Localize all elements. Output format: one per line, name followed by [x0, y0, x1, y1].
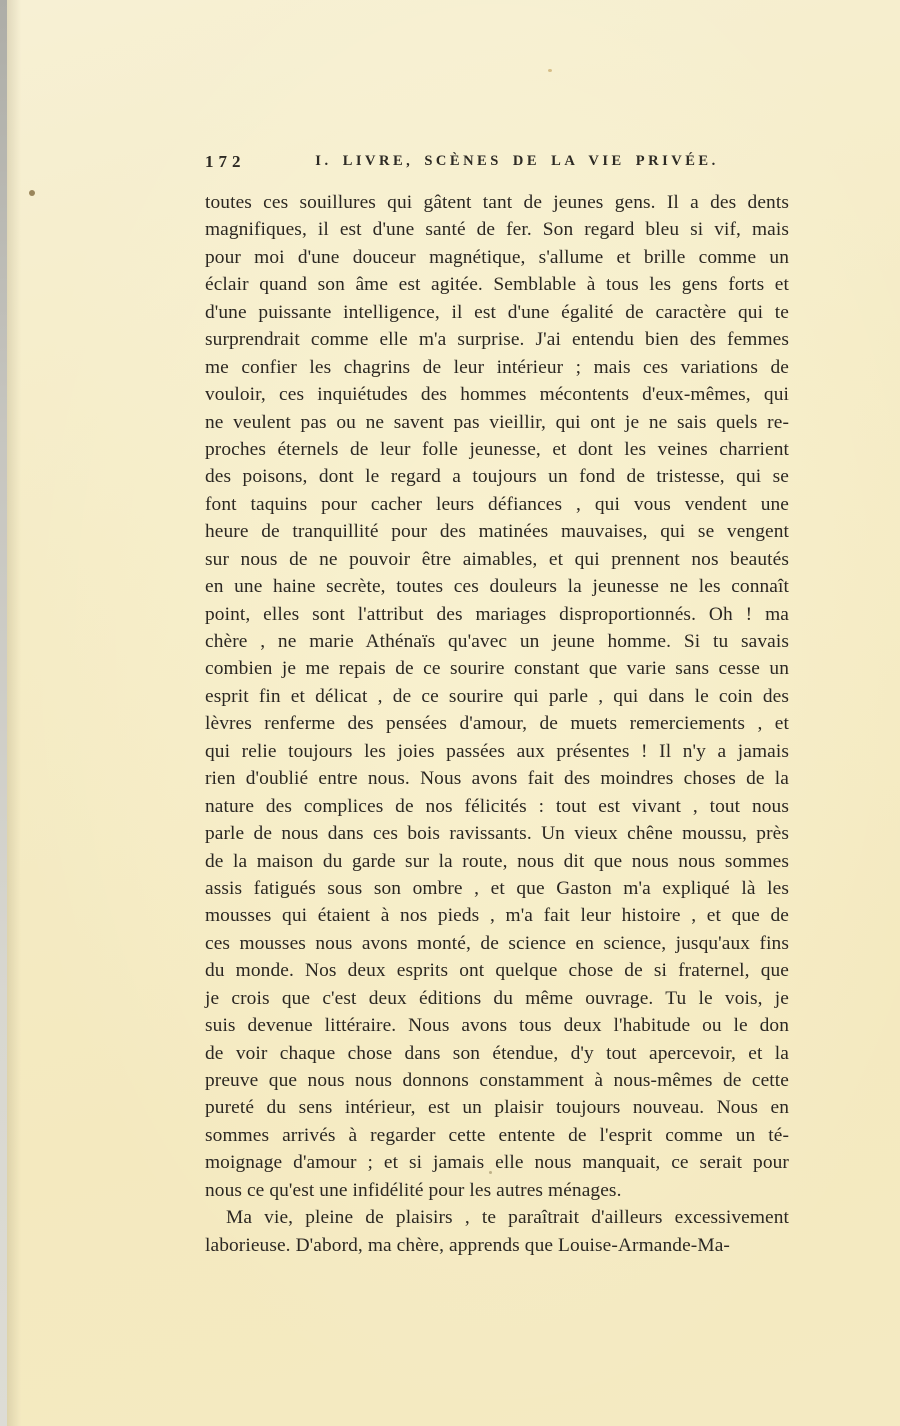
text-line: chère , ne marie Athénaïs qu'avec un jeune homme. Si tu savais: [205, 631, 789, 652]
text-line: je crois que c'est deux éditions du même ouvrage. Tu le vois, je: [205, 987, 789, 1009]
running-header-title: I. LIVRE, SCÈNES DE LA VIE PRIVÉE.: [315, 153, 719, 169]
text-line: en une haine secrète, toutes ces douleurs la jeunesse ne les connaît: [205, 576, 789, 598]
text-line: ces mousses nous avons monté, de science en science, jusqu'aux fins: [205, 932, 789, 954]
text-line: nature des complices de nos félicités : tout est vivant , tout nous: [205, 795, 789, 817]
text-line: combien je me repais de ce sourire constant que varie sans cesse un: [205, 658, 789, 680]
text-line: lèvres renferme des pensées d'amour, de muets remerciements , et: [205, 713, 789, 735]
text-line: d'une puissante intelligence, il est d'une égalité de caractère qui te: [205, 301, 789, 323]
text-line: magnifiques, il est d'une santé de fer. Son regard bleu si vif, mais: [205, 219, 789, 241]
text-line: proches éternels de leur folle jeunesse, et dont les veines charrient: [205, 438, 789, 460]
scanner-edge-strip: [0, 0, 7, 1426]
text-line: surprendrait comme elle m'a surprise. J'ai entendu bien des femmes: [205, 329, 789, 351]
text-line: font taquins pour cacher leurs défiances , qui vous vendent une: [205, 493, 789, 515]
text-line: suis devenue littéraire. Nous avons tous deux l'habitude ou le don: [205, 1015, 789, 1037]
text-line: nous ce qu'est une infidélité pour les autres ménages.: [205, 1179, 622, 1201]
text-line: pureté du sens intérieur, est un plaisir toujours nouveau. Nous en: [205, 1097, 789, 1119]
text-line: heure de tranquillité pour des matinées mauvaises, qui se vengent: [205, 521, 789, 543]
paragraph: [205, 1204, 789, 1259]
text-line: point, elles sont l'attribut des mariages disproportionnés. Oh ! ma: [205, 603, 789, 625]
paper-speck: [548, 69, 552, 72]
text-line: sur nous de ne pouvoir être aimables, et qui prennent nos beautés: [205, 548, 789, 570]
text-line: esprit fin et délicat , de ce sourire qui parle , qui dans le coin des: [205, 685, 789, 707]
text-line: rien d'oublié entre nous. Nous avons fait des moindres choses de la: [205, 768, 789, 790]
text-line: preuve que nous nous donnons constamment à nous-mêmes de cette: [205, 1070, 789, 1091]
text-line: de voir chaque chose dans son étendue, d'y tout apercevoir, et la: [205, 1042, 789, 1064]
running-header-row: [205, 150, 789, 174]
body-text-block: [205, 189, 789, 1259]
text-line: vouloir, ces inquiétudes des hommes mécontents d'eux-mêmes, qui: [205, 384, 789, 406]
text-line: toutes ces souillures qui gâtent tant de jeunes gens. Il a des dents: [205, 192, 789, 213]
text-line: parle de nous dans ces bois ravissants. Un vieux chêne moussu, près: [205, 823, 789, 845]
text-line: de la maison du garde sur la route, nous dit que nous nous sommes: [205, 850, 789, 872]
text-line: assis fatigués sous son ombre , et que Gaston m'a expliqué là les: [205, 877, 789, 899]
text-line: qui relie toujours les joies passées aux présentes ! Il n'y a jamais: [205, 740, 789, 762]
text-line: me confier les chagrins de leur intérieur ; mais ces variations de: [205, 356, 789, 378]
text-line: éclair quand son âme est agitée. Semblable à tous les gens forts et: [205, 274, 789, 296]
text-line: mousses qui étaient à nos pieds , m'a fait leur histoire , et que de: [205, 905, 789, 927]
text-line: Ma vie, pleine de plaisirs , te paraîtrait d'ailleurs excessivement: [226, 1207, 789, 1229]
paragraph: [205, 189, 789, 1204]
paper-speck: [29, 190, 35, 196]
text-line: pour moi d'une douceur magnétique, s'allume et brille comme un: [205, 246, 789, 268]
text-line: sommes arrivés à regarder cette entente de l'esprit comme un té-: [205, 1124, 789, 1146]
text-line: du monde. Nos deux esprits ont quelque chose de si fraternel, que: [205, 960, 789, 982]
text-line: laborieuse. D'abord, ma chère, apprends que Louise-Armande-Ma-: [205, 1234, 730, 1256]
text-line: des poisons, dont le regard a toujours un fond de tristesse, qui se: [205, 466, 789, 488]
page-number: 172: [205, 152, 246, 171]
text-line: ne veulent pas ou ne savent pas vieillir, qui ont je ne sais quels re-: [205, 411, 789, 433]
text-line: moignage d'amour ; et si jamais elle nous manquait, ce serait pour: [205, 1152, 789, 1174]
page-edge-shadow: [7, 0, 21, 1426]
